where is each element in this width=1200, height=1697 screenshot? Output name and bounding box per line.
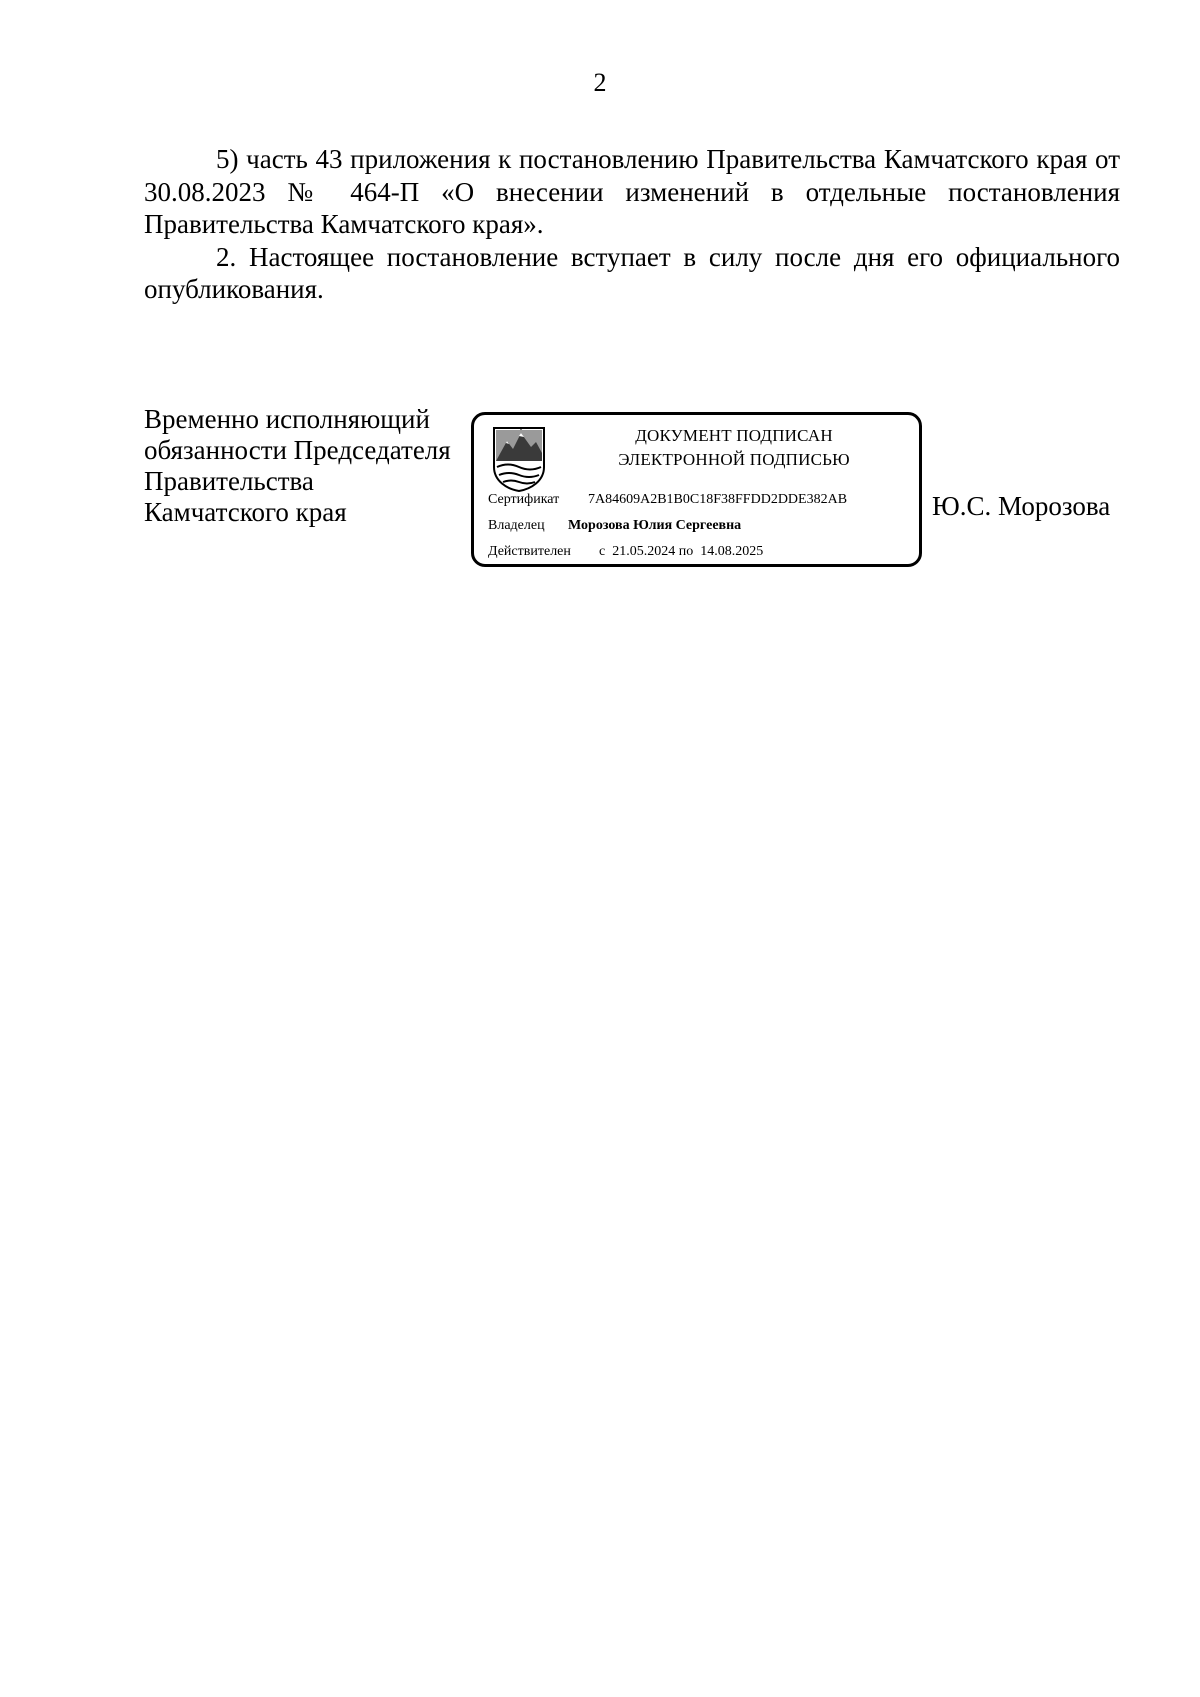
signer-title [144,404,484,528]
validity-value: с 21.05.2024 по 14.08.2025 [599,544,764,559]
signer-title-line: Правительства [144,466,314,496]
stamp-validity-row [488,543,763,561]
stamp-owner-row [488,517,741,535]
stamp-certificate-row [488,491,847,509]
stamp-subheading: ЭЛЕКТРОННОЙ ПОДПИСЬЮ [618,450,850,469]
certificate-label: Сертификат [488,492,560,507]
signer-title-line: Камчатского края [144,497,347,527]
validity-label: Действителен [488,544,571,559]
owner-value: Морозова Юлия Сергеевна [568,518,742,533]
document-body [144,143,1120,306]
paragraph-item-5: 5) часть 43 приложения к постановлению Правительства Камчатского края от 30.08.2023 № 464-П «О внесении изменений в отдельные постановления Правительства Камчатского края». [144,144,1120,239]
owner-label: Владелец [488,518,545,533]
signer-title-line: Временно исполняющий [144,404,430,434]
electronic-signature-stamp [471,412,922,567]
certificate-value: 7A84609A2B1B0C18F38FFDD2DDE382AB [588,492,848,507]
page-number: 2 [593,68,607,97]
signer-name: Ю.С. Морозова [932,491,1111,521]
stamp-heading: ДОКУМЕНТ ПОДПИСАН [635,426,833,445]
signer-title-line: обязанности Председателя [144,435,451,465]
kamchatka-coat-of-arms-icon [491,425,547,493]
paragraph-entry-into-force: 2. Настоящее постановление вступает в силу после дня его официального опубликования. [144,241,1120,304]
